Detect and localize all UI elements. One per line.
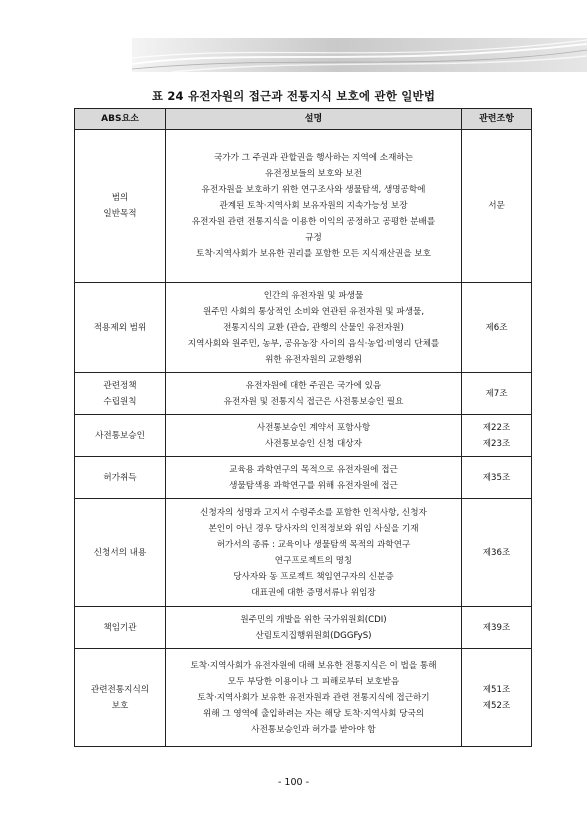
description-line: 사전통보승인과 허가를 받아야 함: [251, 724, 376, 735]
article-ref: 제36조: [482, 547, 511, 558]
header-decoration: [132, 38, 587, 72]
description-line: 모두 부당한 이용이나 그 피해로부터 보호받음: [227, 676, 400, 687]
articles-cell: [462, 373, 532, 415]
description-line: 토착·지역사회가 유전자원에 대해 보유한 전통지식은 이 법을 통해: [190, 660, 437, 671]
description-line: 교육용 과학연구의 목적으로 유전자원에 접근: [229, 464, 398, 475]
description-line: 국가가 그 주권과 관할권을 행사하는 지역에 소재하는: [213, 153, 414, 163]
article-ref: 제52조: [482, 700, 511, 711]
abs-element-cell: [75, 457, 166, 499]
table-title: 표 24 유전자원의 접근과 전통지식 보호에 관한 일반법: [151, 89, 436, 103]
description-line: 인간의 유전자원 및 파생물: [263, 290, 364, 301]
abs-element-cell: [75, 649, 166, 747]
description-line: 생물탐색용 과학연구를 위해 유전자원에 접근: [229, 480, 398, 491]
abs-table: [74, 108, 532, 747]
description-line: 관계된 토착·지역사회 보유자원의 지속가능성 보장: [219, 201, 408, 211]
table-row: [75, 373, 532, 415]
description-line: 원주민 사회의 통상적인 소비와 연관된 유전자원 및 파생물,: [202, 306, 425, 317]
description-line: 위해 그 영역에 출입하려는 자는 해당 토착·지역사회 당국의: [202, 708, 425, 719]
description-cell: [166, 130, 462, 283]
header-abs-element: ABS요소: [75, 109, 166, 130]
abs-element-cell: [75, 283, 166, 373]
description-line: 본인이 아닌 경우 당사자의 인적정보와 위임 사실을 기재: [208, 523, 419, 534]
abs-element-text: 허가취득: [103, 472, 137, 483]
table-row: [75, 415, 532, 457]
description-line: 산림토지집행위원회(DGGFyS): [255, 630, 372, 641]
articles-cell: [462, 283, 532, 373]
description-line: 허가서의 종류 : 교육이나 생물탐색 목적의 과학연구: [216, 539, 411, 550]
description-line: 사전통보승인 신청 대상자: [265, 438, 362, 449]
article-ref: 제39조: [482, 622, 511, 633]
article-ref: 제6조: [485, 322, 508, 333]
articles-cell: [462, 607, 532, 649]
description-cell: [166, 607, 462, 649]
description-line: 위한 유전자원의 교환행위: [265, 354, 362, 365]
table-row: [75, 130, 532, 283]
article-ref: 서문: [488, 201, 505, 211]
articles-cell: [462, 457, 532, 499]
abs-element-text: 관련전통지식의: [90, 684, 150, 695]
description-line: 유전정보들의 보호와 보전: [265, 169, 362, 179]
table-row: [75, 457, 532, 499]
description-line: 규정: [305, 233, 322, 243]
table-row: [75, 649, 532, 747]
article-ref: 제35조: [482, 472, 511, 483]
description-line: 토착·지역사회가 보유한 권리를 포함한 모든 지식재산권을 보호: [196, 249, 431, 259]
table-row: [75, 499, 532, 607]
articles-cell: [462, 499, 532, 607]
description-cell: [166, 373, 462, 415]
description-cell: [166, 457, 462, 499]
description-line: 유전자원을 보호하기 위한 연구조사와 생물탐색, 생명공학에: [201, 185, 426, 195]
article-ref: 제23조: [482, 438, 511, 449]
abs-element-text: 보호: [111, 700, 129, 711]
abs-element-cell: [75, 499, 166, 607]
abs-element-cell: [75, 607, 166, 649]
description-line: 유전자원 및 전통지식 접근은 사전통보승인 필요: [223, 396, 404, 407]
articles-cell: [462, 415, 532, 457]
articles-cell: [462, 649, 532, 747]
header-wave-graphic: [132, 38, 587, 72]
abs-element-cell: [75, 130, 166, 283]
table-row: [75, 283, 532, 373]
description-line: 유전자원 관련 전통지식을 이용한 이익의 공정하고 공평한 분배를: [191, 217, 436, 227]
abs-element-text: 신청서의 내용: [93, 547, 147, 558]
abs-element-text: 관련정책: [103, 380, 137, 391]
page-number: - 100 -: [277, 777, 310, 788]
table-header-row: [75, 109, 532, 130]
header-description: 설명: [166, 109, 462, 130]
description-cell: [166, 499, 462, 607]
abs-element-text: 일반목적: [103, 209, 137, 219]
description-line: 전통지식의 교환 (관습, 관행의 산물인 유전자원): [223, 322, 404, 333]
description-line: 신청자의 성명과 고지서 수령주소를 포함한 인적사항, 신청자: [200, 507, 427, 518]
description-line: 유전자원에 대한 주권은 국가에 있음: [245, 380, 382, 391]
article-ref: 제22조: [482, 422, 511, 433]
abs-element-cell: [75, 373, 166, 415]
abs-element-text: 책임기관: [103, 622, 137, 633]
article-ref: 제7조: [485, 388, 508, 399]
description-line: 대표권에 대한 증명서류나 위임장: [251, 587, 376, 598]
articles-cell: [462, 130, 532, 283]
description-line: 당사자와 동 프로젝트 책임연구자의 신분증: [233, 571, 394, 582]
description-line: 사전통보승인 계약서 포함사항: [256, 422, 371, 433]
table-row: [75, 607, 532, 649]
description-line: 원주민의 개발을 위한 국가위원회(CDI): [240, 614, 387, 625]
article-ref: 제51조: [482, 684, 511, 695]
abs-element-text: 범의: [111, 193, 129, 203]
abs-element-text: 적용제외 범위: [93, 322, 147, 333]
description-cell: [166, 649, 462, 747]
header-articles: 관련조항: [462, 109, 532, 130]
description-line: 연구프로젝트의 명칭: [274, 555, 353, 566]
abs-element-text: 수립원칙: [103, 396, 137, 407]
abs-element-text: 사전통보승인: [95, 430, 145, 441]
description-line: 지역사회와 원주민, 농부, 공유농장 사이의 음식·농업·비영리 단체를: [187, 338, 440, 349]
abs-element-cell: [75, 415, 166, 457]
description-line: 토착·지역사회가 보유한 유전자원과 관련 전통지식에 접근하기: [197, 692, 430, 703]
description-cell: [166, 415, 462, 457]
description-cell: [166, 283, 462, 373]
